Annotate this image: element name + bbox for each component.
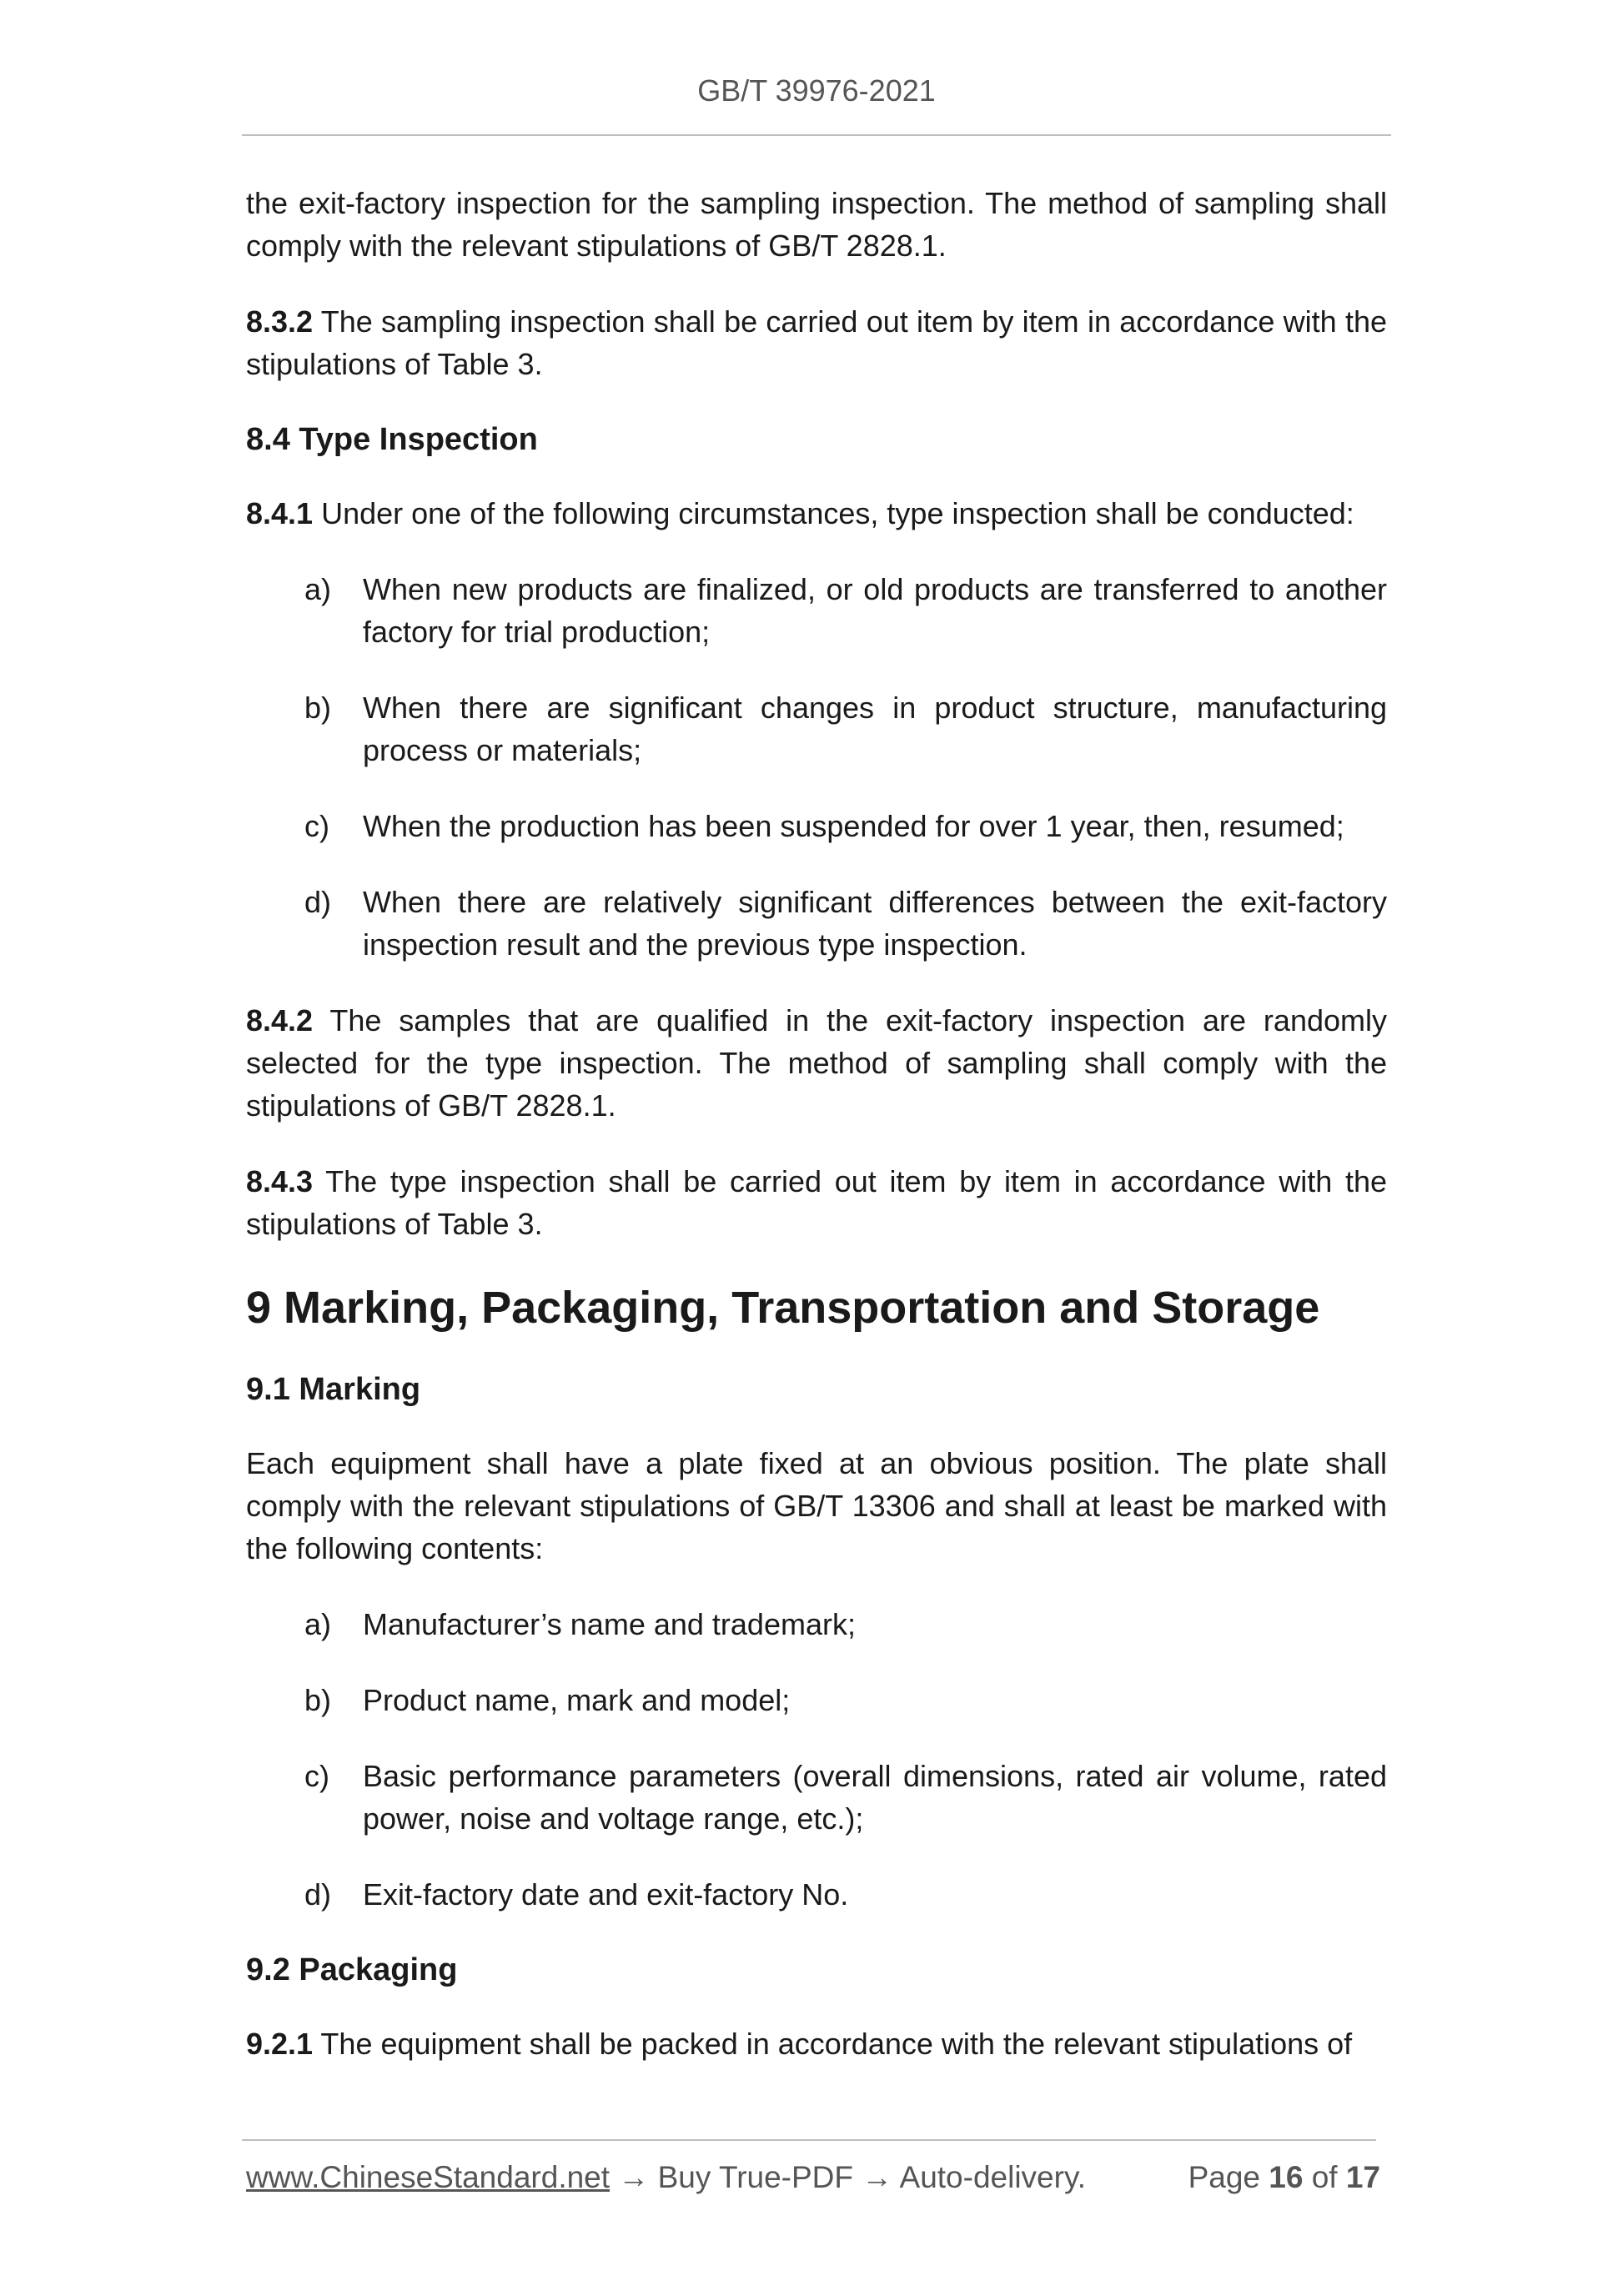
paragraph-9-1: Each equipment shall have a plate fixed at an obvious position. The plate shall comply with the relevant stipulations of GB/T 13306 and shall at least be marked with the following contents: (246, 1446, 1387, 1565)
section-heading-9-2: 9.2 Packaging (246, 1952, 458, 1987)
list-item-text: When there are relatively significant differences between the exit-factory inspection result and the previous type inspection. (363, 885, 1387, 962)
list-8-4-1 (246, 568, 1387, 966)
page-indicator (1188, 2160, 1380, 2195)
list-marker: b) (304, 1683, 332, 1717)
clause-number: 8.4.3 (246, 1164, 314, 1198)
clause-number: 8.3.2 (246, 304, 314, 339)
clause-text: The equipment shall be packed in accordance with the relevant stipulations of (313, 2027, 1353, 2061)
clause-8-4-1 (246, 492, 1387, 535)
header-divider (242, 134, 1391, 136)
clause-number: 8.4.2 (246, 1003, 314, 1037)
list-item-text: Manufacturer’s name and trademark; (363, 1607, 856, 1641)
chapter-heading-9: 9 Marking, Packaging, Transportation and Storage (246, 1283, 1320, 1333)
list-item-text: Exit-factory date and exit-factory No. (363, 1877, 849, 1912)
list-item-text: When the production has been suspended for over 1 year, then, resumed; (363, 809, 1344, 843)
clause-number: 8.4.1 (246, 496, 314, 530)
list-marker: c) (304, 809, 329, 843)
website-link[interactable]: www.ChineseStandard.net (246, 2160, 611, 2194)
document-body (246, 182, 1387, 2098)
paragraph-intro: the exit-factory inspection for the sampling inspection. The method of sampling shall comply with the relevant stipulations of GB/T 2828.1. (246, 186, 1387, 263)
list-item (246, 805, 1387, 847)
list-item (246, 686, 1387, 771)
list-item (246, 568, 1387, 653)
footer-tagline: → Buy True-PDF → Auto-delivery. (610, 2160, 1086, 2194)
list-item-text: When there are significant changes in product structure, manufacturing process or materials; (363, 691, 1387, 767)
list-item-text: Basic performance parameters (overall dimensions, rated air volume, rated power, noise and voltage range, etc.); (363, 1759, 1387, 1836)
list-item (246, 881, 1387, 966)
current-page-number: 16 (1269, 2160, 1304, 2194)
clause-number: 9.2.1 (246, 2027, 314, 2061)
total-page-count: 17 (1345, 2160, 1380, 2194)
list-marker: d) (304, 885, 332, 919)
list-item-text: Product name, mark and model; (363, 1683, 791, 1717)
list-item (246, 1755, 1387, 1840)
footer-promo (246, 2160, 1086, 2195)
list-9-1 (246, 1603, 1387, 1916)
section-heading-9-1: 9.1 Marking (246, 1372, 421, 1407)
clause-text: The samples that are qualified in the exit-factory inspection are randomly selected for the type inspection. The method of sampling shall comply with the stipulations of GB/T 2828.1. (246, 1003, 1387, 1123)
list-item (246, 1873, 1387, 1916)
section-heading-8-4: 8.4 Type Inspection (246, 422, 538, 457)
clause-8-4-3 (246, 1160, 1387, 1245)
page-label: Page (1188, 2160, 1260, 2194)
list-item (246, 1603, 1387, 1645)
page-footer (246, 2160, 1380, 2202)
clause-8-3-2 (246, 300, 1387, 385)
footer-divider (242, 2139, 1376, 2141)
list-marker: b) (304, 691, 332, 725)
clause-text: The sampling inspection shall be carried out item by item in accordance with the stipulations of Table 3. (246, 304, 1387, 381)
list-marker: a) (304, 572, 332, 606)
clause-8-4-2 (246, 999, 1387, 1127)
list-marker: a) (304, 1607, 332, 1641)
clause-text: Under one of the following circumstances, type inspection shall be conducted: (313, 496, 1354, 530)
list-item (246, 1679, 1387, 1721)
list-item-text: When new products are finalized, or old products are transferred to another factory for trial production; (363, 572, 1387, 649)
list-marker: c) (304, 1759, 329, 1793)
clause-9-2-1 (246, 2022, 1387, 2065)
list-marker: d) (304, 1877, 332, 1912)
running-header: GB/T 39976-2021 (697, 73, 936, 108)
clause-text: The type inspection shall be carried out item by item in accordance with the stipulations of Table 3. (246, 1164, 1387, 1241)
of-label: of (1311, 2160, 1338, 2194)
